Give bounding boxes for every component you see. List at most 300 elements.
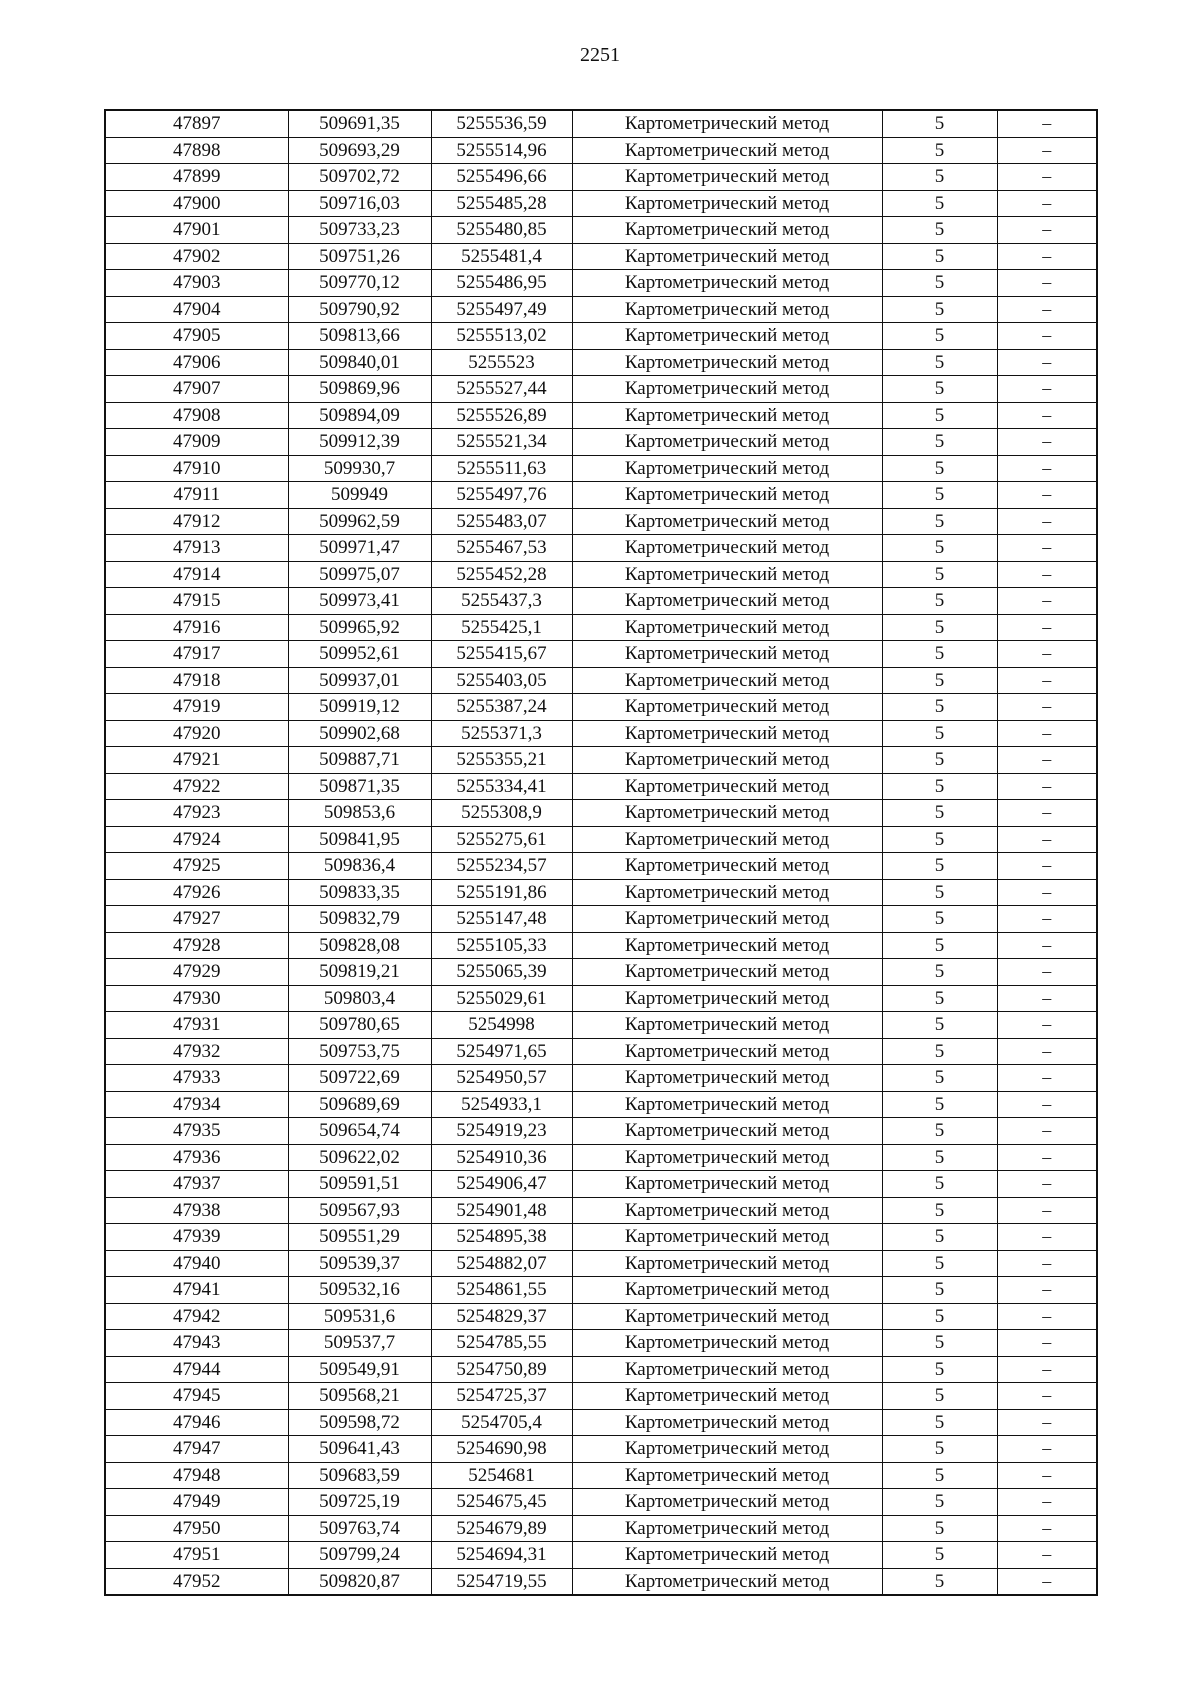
dash-cell: –	[997, 985, 1097, 1012]
y-coordinate-cell: 5254895,38	[431, 1224, 572, 1251]
point-number-cell: 47905	[105, 323, 288, 350]
x-coordinate-cell: 509693,29	[288, 137, 431, 164]
table-row	[105, 1436, 1097, 1463]
point-number-cell: 47938	[105, 1197, 288, 1224]
method-cell: Картометрический метод	[572, 1012, 882, 1039]
y-coordinate-cell: 5254919,23	[431, 1118, 572, 1145]
dash-cell: –	[997, 508, 1097, 535]
y-coordinate-cell: 5255483,07	[431, 508, 572, 535]
dash-cell: –	[997, 906, 1097, 933]
point-number-cell: 47903	[105, 270, 288, 297]
point-number-cell: 47918	[105, 667, 288, 694]
point-number-cell: 47943	[105, 1330, 288, 1357]
x-coordinate-cell: 509952,61	[288, 641, 431, 668]
point-number-cell: 47950	[105, 1515, 288, 1542]
method-cell: Картометрический метод	[572, 402, 882, 429]
accuracy-cell: 5	[882, 694, 997, 721]
method-cell: Картометрический метод	[572, 1330, 882, 1357]
x-coordinate-cell: 509532,16	[288, 1277, 431, 1304]
dash-cell: –	[997, 1091, 1097, 1118]
table-row	[105, 1383, 1097, 1410]
x-coordinate-cell: 509537,7	[288, 1330, 431, 1357]
x-coordinate-cell: 509716,03	[288, 190, 431, 217]
table-row	[105, 588, 1097, 615]
table-row	[105, 1409, 1097, 1436]
x-coordinate-cell: 509654,74	[288, 1118, 431, 1145]
accuracy-cell: 5	[882, 1436, 997, 1463]
x-coordinate-cell: 509622,02	[288, 1144, 431, 1171]
table-row	[105, 376, 1097, 403]
method-cell: Картометрический метод	[572, 296, 882, 323]
accuracy-cell: 5	[882, 1065, 997, 1092]
y-coordinate-cell: 5255513,02	[431, 323, 572, 350]
method-cell: Картометрический метод	[572, 1224, 882, 1251]
point-number-cell: 47924	[105, 826, 288, 853]
y-coordinate-cell: 5255425,1	[431, 614, 572, 641]
dash-cell: –	[997, 641, 1097, 668]
method-cell: Картометрический метод	[572, 985, 882, 1012]
dash-cell: –	[997, 110, 1097, 137]
accuracy-cell: 5	[882, 1197, 997, 1224]
accuracy-cell: 5	[882, 747, 997, 774]
table-row	[105, 1462, 1097, 1489]
point-number-cell: 47933	[105, 1065, 288, 1092]
point-number-cell: 47947	[105, 1436, 288, 1463]
dash-cell: –	[997, 1330, 1097, 1357]
x-coordinate-cell: 509894,09	[288, 402, 431, 429]
accuracy-cell: 5	[882, 1091, 997, 1118]
x-coordinate-cell: 509702,72	[288, 164, 431, 191]
accuracy-cell: 5	[882, 402, 997, 429]
accuracy-cell: 5	[882, 1171, 997, 1198]
x-coordinate-cell: 509833,35	[288, 879, 431, 906]
accuracy-cell: 5	[882, 429, 997, 456]
dash-cell: –	[997, 1489, 1097, 1516]
accuracy-cell: 5	[882, 1383, 997, 1410]
point-number-cell: 47932	[105, 1038, 288, 1065]
coordinates-table	[104, 109, 1098, 1596]
accuracy-cell: 5	[882, 243, 997, 270]
point-number-cell: 47949	[105, 1489, 288, 1516]
table-row	[105, 773, 1097, 800]
method-cell: Картометрический метод	[572, 508, 882, 535]
dash-cell: –	[997, 190, 1097, 217]
method-cell: Картометрический метод	[572, 110, 882, 137]
method-cell: Картометрический метод	[572, 959, 882, 986]
method-cell: Картометрический метод	[572, 270, 882, 297]
y-coordinate-cell: 5255234,57	[431, 853, 572, 880]
dash-cell: –	[997, 323, 1097, 350]
dash-cell: –	[997, 826, 1097, 853]
accuracy-cell: 5	[882, 773, 997, 800]
y-coordinate-cell: 5255147,48	[431, 906, 572, 933]
point-number-cell: 47934	[105, 1091, 288, 1118]
table-row	[105, 137, 1097, 164]
table-row	[105, 217, 1097, 244]
method-cell: Картометрический метод	[572, 1356, 882, 1383]
table-row	[105, 1224, 1097, 1251]
dash-cell: –	[997, 376, 1097, 403]
point-number-cell: 47915	[105, 588, 288, 615]
table-row	[105, 1542, 1097, 1569]
table-row	[105, 508, 1097, 535]
x-coordinate-cell: 509930,7	[288, 455, 431, 482]
x-coordinate-cell: 509971,47	[288, 535, 431, 562]
accuracy-cell: 5	[882, 1356, 997, 1383]
x-coordinate-cell: 509973,41	[288, 588, 431, 615]
table-row	[105, 190, 1097, 217]
y-coordinate-cell: 5255334,41	[431, 773, 572, 800]
accuracy-cell: 5	[882, 1489, 997, 1516]
method-cell: Картометрический метод	[572, 932, 882, 959]
point-number-cell: 47948	[105, 1462, 288, 1489]
x-coordinate-cell: 509887,71	[288, 747, 431, 774]
dash-cell: –	[997, 535, 1097, 562]
dash-cell: –	[997, 1277, 1097, 1304]
point-number-cell: 47937	[105, 1171, 288, 1198]
dash-cell: –	[997, 1462, 1097, 1489]
point-number-cell: 47930	[105, 985, 288, 1012]
table-row	[105, 1489, 1097, 1516]
y-coordinate-cell: 5254690,98	[431, 1436, 572, 1463]
table-row	[105, 1568, 1097, 1595]
accuracy-cell: 5	[882, 1038, 997, 1065]
dash-cell: –	[997, 694, 1097, 721]
method-cell: Картометрический метод	[572, 1462, 882, 1489]
x-coordinate-cell: 509832,79	[288, 906, 431, 933]
table-row	[105, 1118, 1097, 1145]
y-coordinate-cell: 5255523	[431, 349, 572, 376]
dash-cell: –	[997, 1542, 1097, 1569]
dash-cell: –	[997, 137, 1097, 164]
dash-cell: –	[997, 1197, 1097, 1224]
dash-cell: –	[997, 1012, 1097, 1039]
x-coordinate-cell: 509683,59	[288, 1462, 431, 1489]
method-cell: Картометрический метод	[572, 1303, 882, 1330]
dash-cell: –	[997, 1515, 1097, 1542]
x-coordinate-cell: 509568,21	[288, 1383, 431, 1410]
point-number-cell: 47917	[105, 641, 288, 668]
table-row	[105, 1277, 1097, 1304]
y-coordinate-cell: 5255105,33	[431, 932, 572, 959]
y-coordinate-cell: 5254705,4	[431, 1409, 572, 1436]
point-number-cell: 47944	[105, 1356, 288, 1383]
y-coordinate-cell: 5255415,67	[431, 641, 572, 668]
y-coordinate-cell: 5254906,47	[431, 1171, 572, 1198]
table-row	[105, 323, 1097, 350]
accuracy-cell: 5	[882, 1277, 997, 1304]
point-number-cell: 47908	[105, 402, 288, 429]
table-row	[105, 561, 1097, 588]
accuracy-cell: 5	[882, 826, 997, 853]
method-cell: Картометрический метод	[572, 614, 882, 641]
point-number-cell: 47921	[105, 747, 288, 774]
accuracy-cell: 5	[882, 561, 997, 588]
method-cell: Картометрический метод	[572, 667, 882, 694]
method-cell: Картометрический метод	[572, 720, 882, 747]
y-coordinate-cell: 5255521,34	[431, 429, 572, 456]
y-coordinate-cell: 5254861,55	[431, 1277, 572, 1304]
accuracy-cell: 5	[882, 110, 997, 137]
accuracy-cell: 5	[882, 190, 997, 217]
dash-cell: –	[997, 1303, 1097, 1330]
accuracy-cell: 5	[882, 535, 997, 562]
x-coordinate-cell: 509753,75	[288, 1038, 431, 1065]
dash-cell: –	[997, 270, 1097, 297]
y-coordinate-cell: 5254725,37	[431, 1383, 572, 1410]
y-coordinate-cell: 5255481,4	[431, 243, 572, 270]
table-row	[105, 535, 1097, 562]
table-row	[105, 1356, 1097, 1383]
method-cell: Картометрический метод	[572, 137, 882, 164]
table-row	[105, 879, 1097, 906]
method-cell: Картометрический метод	[572, 1515, 882, 1542]
x-coordinate-cell: 509836,4	[288, 853, 431, 880]
point-number-cell: 47935	[105, 1118, 288, 1145]
table-row	[105, 164, 1097, 191]
method-cell: Картометрический метод	[572, 1118, 882, 1145]
accuracy-cell: 5	[882, 1012, 997, 1039]
point-number-cell: 47929	[105, 959, 288, 986]
point-number-cell: 47898	[105, 137, 288, 164]
method-cell: Картометрический метод	[572, 747, 882, 774]
y-coordinate-cell: 5255486,95	[431, 270, 572, 297]
x-coordinate-cell: 509790,92	[288, 296, 431, 323]
x-coordinate-cell: 509591,51	[288, 1171, 431, 1198]
x-coordinate-cell: 509841,95	[288, 826, 431, 853]
x-coordinate-cell: 509949	[288, 482, 431, 509]
y-coordinate-cell: 5254675,45	[431, 1489, 572, 1516]
y-coordinate-cell: 5254910,36	[431, 1144, 572, 1171]
method-cell: Картометрический метод	[572, 1197, 882, 1224]
dash-cell: –	[997, 747, 1097, 774]
y-coordinate-cell: 5255536,59	[431, 110, 572, 137]
x-coordinate-cell: 509641,43	[288, 1436, 431, 1463]
dash-cell: –	[997, 1171, 1097, 1198]
dash-cell: –	[997, 1250, 1097, 1277]
x-coordinate-cell: 509725,19	[288, 1489, 431, 1516]
point-number-cell: 47926	[105, 879, 288, 906]
dash-cell: –	[997, 1038, 1097, 1065]
method-cell: Картометрический метод	[572, 879, 882, 906]
method-cell: Картометрический метод	[572, 641, 882, 668]
point-number-cell: 47902	[105, 243, 288, 270]
x-coordinate-cell: 509902,68	[288, 720, 431, 747]
point-number-cell: 47901	[105, 217, 288, 244]
y-coordinate-cell: 5254950,57	[431, 1065, 572, 1092]
point-number-cell: 47939	[105, 1224, 288, 1251]
y-coordinate-cell: 5255371,3	[431, 720, 572, 747]
method-cell: Картометрический метод	[572, 694, 882, 721]
point-number-cell: 47910	[105, 455, 288, 482]
y-coordinate-cell: 5254785,55	[431, 1330, 572, 1357]
table-row	[105, 720, 1097, 747]
y-coordinate-cell: 5255387,24	[431, 694, 572, 721]
x-coordinate-cell: 509813,66	[288, 323, 431, 350]
method-cell: Картометрический метод	[572, 429, 882, 456]
x-coordinate-cell: 509551,29	[288, 1224, 431, 1251]
method-cell: Картометрический метод	[572, 853, 882, 880]
method-cell: Картометрический метод	[572, 323, 882, 350]
x-coordinate-cell: 509733,23	[288, 217, 431, 244]
accuracy-cell: 5	[882, 1542, 997, 1569]
table-row	[105, 1171, 1097, 1198]
x-coordinate-cell: 509919,12	[288, 694, 431, 721]
point-number-cell: 47936	[105, 1144, 288, 1171]
x-coordinate-cell: 509819,21	[288, 959, 431, 986]
accuracy-cell: 5	[882, 270, 997, 297]
method-cell: Картометрический метод	[572, 1568, 882, 1595]
x-coordinate-cell: 509531,6	[288, 1303, 431, 1330]
table-row	[105, 296, 1097, 323]
accuracy-cell: 5	[882, 323, 997, 350]
method-cell: Картометрический метод	[572, 773, 882, 800]
y-coordinate-cell: 5255497,49	[431, 296, 572, 323]
method-cell: Картометрический метод	[572, 1489, 882, 1516]
accuracy-cell: 5	[882, 376, 997, 403]
table-row	[105, 1144, 1097, 1171]
point-number-cell: 47945	[105, 1383, 288, 1410]
method-cell: Картометрический метод	[572, 190, 882, 217]
y-coordinate-cell: 5255308,9	[431, 800, 572, 827]
y-coordinate-cell: 5255452,28	[431, 561, 572, 588]
accuracy-cell: 5	[882, 1568, 997, 1595]
table-row	[105, 243, 1097, 270]
y-coordinate-cell: 5254829,37	[431, 1303, 572, 1330]
dash-cell: –	[997, 1356, 1097, 1383]
dash-cell: –	[997, 853, 1097, 880]
dash-cell: –	[997, 588, 1097, 615]
x-coordinate-cell: 509751,26	[288, 243, 431, 270]
y-coordinate-cell: 5255065,39	[431, 959, 572, 986]
table-row	[105, 1330, 1097, 1357]
y-coordinate-cell: 5255355,21	[431, 747, 572, 774]
accuracy-cell: 5	[882, 1409, 997, 1436]
y-coordinate-cell: 5255485,28	[431, 190, 572, 217]
y-coordinate-cell: 5254679,89	[431, 1515, 572, 1542]
dash-cell: –	[997, 1436, 1097, 1463]
y-coordinate-cell: 5255437,3	[431, 588, 572, 615]
point-number-cell: 47906	[105, 349, 288, 376]
accuracy-cell: 5	[882, 1224, 997, 1251]
dash-cell: –	[997, 667, 1097, 694]
dash-cell: –	[997, 296, 1097, 323]
accuracy-cell: 5	[882, 906, 997, 933]
method-cell: Картометрический метод	[572, 561, 882, 588]
point-number-cell: 47925	[105, 853, 288, 880]
table-row	[105, 959, 1097, 986]
y-coordinate-cell: 5255029,61	[431, 985, 572, 1012]
dash-cell: –	[997, 614, 1097, 641]
x-coordinate-cell: 509691,35	[288, 110, 431, 137]
accuracy-cell: 5	[882, 482, 997, 509]
dash-cell: –	[997, 482, 1097, 509]
accuracy-cell: 5	[882, 217, 997, 244]
x-coordinate-cell: 509803,4	[288, 985, 431, 1012]
x-coordinate-cell: 509828,08	[288, 932, 431, 959]
method-cell: Картометрический метод	[572, 535, 882, 562]
x-coordinate-cell: 509722,69	[288, 1065, 431, 1092]
dash-cell: –	[997, 243, 1097, 270]
table-row	[105, 110, 1097, 137]
dash-cell: –	[997, 217, 1097, 244]
accuracy-cell: 5	[882, 1330, 997, 1357]
table-row	[105, 270, 1097, 297]
table-row	[105, 349, 1097, 376]
dash-cell: –	[997, 349, 1097, 376]
method-cell: Картометрический метод	[572, 906, 882, 933]
x-coordinate-cell: 509912,39	[288, 429, 431, 456]
table-row	[105, 853, 1097, 880]
y-coordinate-cell: 5254681	[431, 1462, 572, 1489]
accuracy-cell: 5	[882, 296, 997, 323]
y-coordinate-cell: 5254998	[431, 1012, 572, 1039]
method-cell: Картометрический метод	[572, 1436, 882, 1463]
dash-cell: –	[997, 1568, 1097, 1595]
table-row	[105, 1515, 1097, 1542]
table-row	[105, 1038, 1097, 1065]
x-coordinate-cell: 509962,59	[288, 508, 431, 535]
table-row	[105, 641, 1097, 668]
method-cell: Картометрический метод	[572, 1171, 882, 1198]
accuracy-cell: 5	[882, 985, 997, 1012]
point-number-cell: 47952	[105, 1568, 288, 1595]
page-number: 2251	[580, 44, 620, 66]
accuracy-cell: 5	[882, 1303, 997, 1330]
point-number-cell: 47909	[105, 429, 288, 456]
table-row	[105, 429, 1097, 456]
accuracy-cell: 5	[882, 1118, 997, 1145]
y-coordinate-cell: 5255480,85	[431, 217, 572, 244]
point-number-cell: 47919	[105, 694, 288, 721]
accuracy-cell: 5	[882, 959, 997, 986]
method-cell: Картометрический метод	[572, 349, 882, 376]
table-row	[105, 1303, 1097, 1330]
point-number-cell: 47899	[105, 164, 288, 191]
point-number-cell: 47904	[105, 296, 288, 323]
accuracy-cell: 5	[882, 1462, 997, 1489]
accuracy-cell: 5	[882, 879, 997, 906]
x-coordinate-cell: 509539,37	[288, 1250, 431, 1277]
coordinates-table-body	[105, 110, 1097, 1595]
method-cell: Картометрический метод	[572, 376, 882, 403]
accuracy-cell: 5	[882, 455, 997, 482]
x-coordinate-cell: 509871,35	[288, 773, 431, 800]
accuracy-cell: 5	[882, 800, 997, 827]
point-number-cell: 47907	[105, 376, 288, 403]
accuracy-cell: 5	[882, 641, 997, 668]
accuracy-cell: 5	[882, 588, 997, 615]
accuracy-cell: 5	[882, 137, 997, 164]
dash-cell: –	[997, 1065, 1097, 1092]
dash-cell: –	[997, 879, 1097, 906]
x-coordinate-cell: 509770,12	[288, 270, 431, 297]
accuracy-cell: 5	[882, 1144, 997, 1171]
method-cell: Картометрический метод	[572, 455, 882, 482]
y-coordinate-cell: 5255511,63	[431, 455, 572, 482]
x-coordinate-cell: 509549,91	[288, 1356, 431, 1383]
dash-cell: –	[997, 720, 1097, 747]
table-row	[105, 1091, 1097, 1118]
x-coordinate-cell: 509840,01	[288, 349, 431, 376]
accuracy-cell: 5	[882, 853, 997, 880]
y-coordinate-cell: 5254719,55	[431, 1568, 572, 1595]
table-row	[105, 1012, 1097, 1039]
dash-cell: –	[997, 959, 1097, 986]
accuracy-cell: 5	[882, 164, 997, 191]
dash-cell: –	[997, 561, 1097, 588]
point-number-cell: 47931	[105, 1012, 288, 1039]
